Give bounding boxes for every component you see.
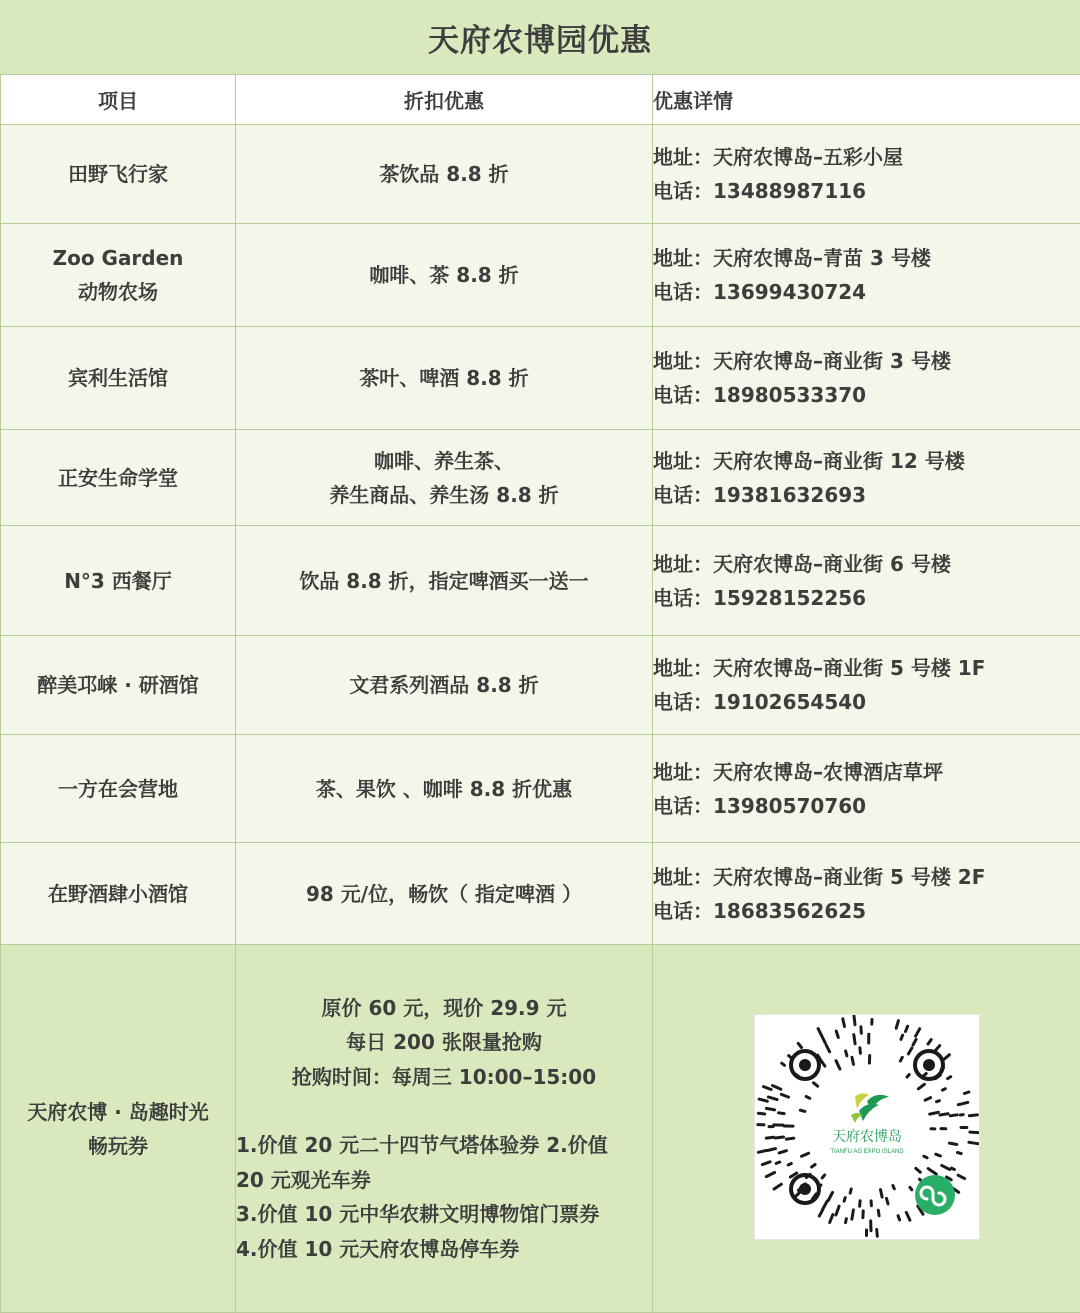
qr-mark (964, 1092, 969, 1094)
row-discount: 咖啡、养生茶、 养生商品、养生汤 8.8 折 (236, 430, 653, 526)
qr-mark (915, 1168, 920, 1172)
qr-mark (906, 1212, 910, 1220)
qr-mark (886, 1198, 888, 1204)
table-row (1, 224, 1080, 327)
qr-pattern (755, 1015, 979, 1239)
qr-logo-text: 天府农博岛 (832, 1128, 902, 1144)
qr-mark (811, 1164, 815, 1167)
qr-mark (781, 1094, 788, 1097)
qr-mark (853, 1015, 854, 1025)
qr-mark (913, 1039, 916, 1045)
row-details (653, 843, 1080, 945)
qr-mark (819, 1209, 822, 1215)
header-item: 项目 (1, 75, 236, 125)
qr-mark (758, 1113, 764, 1114)
qr-mark (836, 1031, 838, 1038)
row-address: 地址：天府农博岛–农博酒店草坪 (653, 755, 1080, 789)
qr-mark (958, 1102, 968, 1104)
qr-mark (768, 1097, 777, 1100)
qr-mark (762, 1161, 770, 1164)
qr-mark (968, 1142, 977, 1143)
qr-mark (878, 1210, 879, 1216)
row-phone: 电话：15928152256 (653, 581, 1080, 615)
qr-mark (876, 1229, 877, 1236)
header-details: 优惠详情 (653, 75, 1080, 125)
row-phone: 电话：18683562625 (653, 894, 1080, 928)
qr-mark (836, 1060, 840, 1068)
row-name: N°3 西餐厅 (1, 526, 236, 636)
qr-mark (788, 1163, 791, 1165)
qr-mark (822, 1201, 827, 1210)
row-discount: 98 元/位，畅饮（ 指定啤酒 ） (236, 843, 653, 945)
qr-mark (776, 1162, 780, 1163)
row-phone: 电话：13699430724 (653, 275, 1080, 309)
qr-mark (766, 1172, 774, 1176)
row-name: 一方在会营地 (1, 735, 236, 843)
qr-mark (949, 1143, 956, 1144)
qr-mark (788, 1055, 790, 1057)
qr-mark (798, 1043, 801, 1047)
qr-mark (851, 1209, 853, 1218)
row-name: 宾利生活馆 (1, 327, 236, 430)
qr-mark (775, 1137, 783, 1138)
qr-mark (898, 1215, 900, 1219)
table-row (1, 430, 1080, 526)
qr-mark (813, 1082, 817, 1085)
voucher-info (236, 945, 653, 1313)
qr-mark (800, 1110, 805, 1111)
qr-mark (969, 1114, 977, 1115)
qr-mark (852, 1057, 854, 1064)
qr-finder-dot (799, 1183, 811, 1195)
qr-mark (928, 1168, 936, 1174)
qr-mark (915, 1028, 919, 1036)
qr-mark (969, 1132, 978, 1133)
qr-mark (918, 1084, 924, 1089)
qr-mark (845, 1218, 846, 1222)
row-details (653, 526, 1080, 636)
qr-cell (653, 945, 1080, 1313)
qr-mark (778, 1112, 784, 1113)
qr-mark (772, 1085, 780, 1089)
table-header-row (1, 75, 1080, 125)
qr-mark (928, 1039, 931, 1043)
qr-mark (774, 1184, 781, 1189)
page-title: 天府农博园优惠 (428, 15, 652, 60)
row-name: 醉美邛崃 · 研酒馆 (1, 636, 236, 735)
qr-mark (925, 1097, 931, 1100)
qr-mark (935, 1045, 939, 1050)
row-address: 地址：天府农博岛–商业街 5 号楼 2F (653, 860, 1080, 894)
row-discount: 文君系列酒品 8.8 折 (236, 636, 653, 735)
row-address: 地址：天府农博岛–商业街 6 号楼 (653, 547, 1080, 581)
qr-mark (844, 1197, 845, 1201)
qr-mark (835, 1206, 838, 1215)
qr-mark (905, 1026, 907, 1031)
row-name: Zoo Garden 动物农场 (1, 224, 236, 327)
qr-mark (944, 1054, 949, 1058)
qr-mark (958, 1175, 965, 1178)
voucher-row (1, 945, 1080, 1313)
row-details (653, 636, 1080, 735)
qr-mark (779, 1150, 786, 1152)
row-details (653, 224, 1080, 327)
qr-mark (801, 1153, 808, 1156)
qr-mark (940, 1113, 948, 1114)
qr-mark (957, 1152, 961, 1153)
row-address: 地址：天府农博岛–商业街 3 号楼 (653, 344, 1080, 378)
qr-mark (758, 1150, 766, 1152)
row-name: 田野飞行家 (1, 125, 236, 224)
qr-mark (828, 1192, 832, 1200)
header-discount: 折扣优惠 (236, 75, 653, 125)
row-phone: 电话：19381632693 (653, 478, 1080, 512)
row-details (653, 327, 1080, 430)
row-name: 正安生命学堂 (1, 430, 236, 526)
qr-mark (853, 1034, 854, 1043)
qr-mark (929, 1112, 938, 1114)
qr-mark (901, 1035, 903, 1039)
qr-mark (880, 1189, 882, 1197)
qr-mark (766, 1137, 773, 1138)
row-details (653, 430, 1080, 526)
voucher-name: 天府农博 · 岛趣时光 畅玩券 (1, 945, 236, 1313)
row-address: 地址：天府农博岛–青苗 3 号楼 (653, 241, 1080, 275)
qr-mark (766, 1108, 774, 1110)
qr-mark (950, 1114, 957, 1115)
row-discount: 茶饮品 8.8 折 (236, 125, 653, 224)
qr-mark (900, 1057, 902, 1061)
qr-mark (923, 1156, 926, 1158)
row-discount: 茶、果饮 、咖啡 8.8 折优惠 (236, 735, 653, 843)
row-discount: 茶叶、啤酒 8.8 折 (236, 327, 653, 430)
table-row (1, 526, 1080, 636)
qr-finder-dot (799, 1059, 811, 1071)
qr-mark (829, 1214, 832, 1222)
qr-mark (936, 1100, 939, 1101)
qr-mark (896, 1020, 898, 1027)
qr-mark (908, 1047, 912, 1053)
mini-program-icon (915, 1175, 955, 1215)
mini-program-qr-code[interactable] (755, 1015, 979, 1239)
qr-mark (947, 1076, 950, 1078)
voucher-benefits: 1.价值 20 元二十四节气塔体验券 2.价值 20 元观光车券 3.价值 10 元中华农耕文明博物馆门票券 4.价值 10 元天府农博岛停车券 (236, 1128, 652, 1266)
row-phone: 电话：19102654540 (653, 685, 1080, 719)
qr-mark (826, 1045, 829, 1052)
table-row (1, 636, 1080, 735)
qr-mark (763, 1086, 771, 1089)
title-bar (0, 0, 1080, 75)
qr-mark (941, 1165, 949, 1169)
table-row (1, 843, 1080, 945)
qr-mark (859, 1200, 860, 1206)
qr-mark (859, 1047, 860, 1053)
row-phone: 电话：18980533370 (653, 378, 1080, 412)
row-discount: 饮品 8.8 折，指定啤酒买一送一 (236, 526, 653, 636)
qr-mark (845, 1051, 846, 1056)
table-row (1, 125, 1080, 224)
qr-logo-subtext: TIANFU AG EXPO ISLAND (830, 1149, 904, 1155)
row-address: 地址：天府农博岛–商业街 12 号楼 (653, 444, 1080, 478)
qr-mark (767, 1148, 775, 1150)
qr-mark (850, 1189, 851, 1193)
row-address: 地址：天府农博岛–五彩小屋 (653, 140, 1080, 174)
row-phone: 电话：13980570760 (653, 789, 1080, 823)
qr-finder-dot (923, 1059, 935, 1071)
qr-mark (935, 1154, 940, 1156)
qr-mark (822, 1175, 825, 1178)
qr-mark (892, 1185, 893, 1188)
row-discount: 咖啡、茶 8.8 折 (236, 224, 653, 327)
voucher-price: 原价 60 元，现价 29.9 元 每日 200 张限量抢购 抢购时间：每周三 10:00–15:00 (236, 991, 652, 1095)
qr-mark (786, 1138, 794, 1139)
qr-mark (942, 1088, 945, 1089)
row-name: 在野酒肆小酒馆 (1, 843, 236, 945)
qr-mark (907, 1074, 909, 1077)
row-details (653, 125, 1080, 224)
qr-mark (759, 1099, 767, 1101)
qr-mark (951, 1168, 954, 1169)
qr-mark (818, 1028, 821, 1034)
qr-mark (909, 1187, 911, 1190)
table-row (1, 327, 1080, 430)
row-phone: 电话：13488987116 (653, 174, 1080, 208)
table-row (1, 735, 1080, 843)
qr-mark (806, 1096, 810, 1098)
row-details (653, 735, 1080, 843)
row-address: 地址：天府农博岛–商业街 5 号楼 1F (653, 651, 1080, 685)
qr-mark (781, 1063, 784, 1065)
qr-mark (842, 1018, 844, 1026)
promo-table (0, 74, 1080, 1313)
